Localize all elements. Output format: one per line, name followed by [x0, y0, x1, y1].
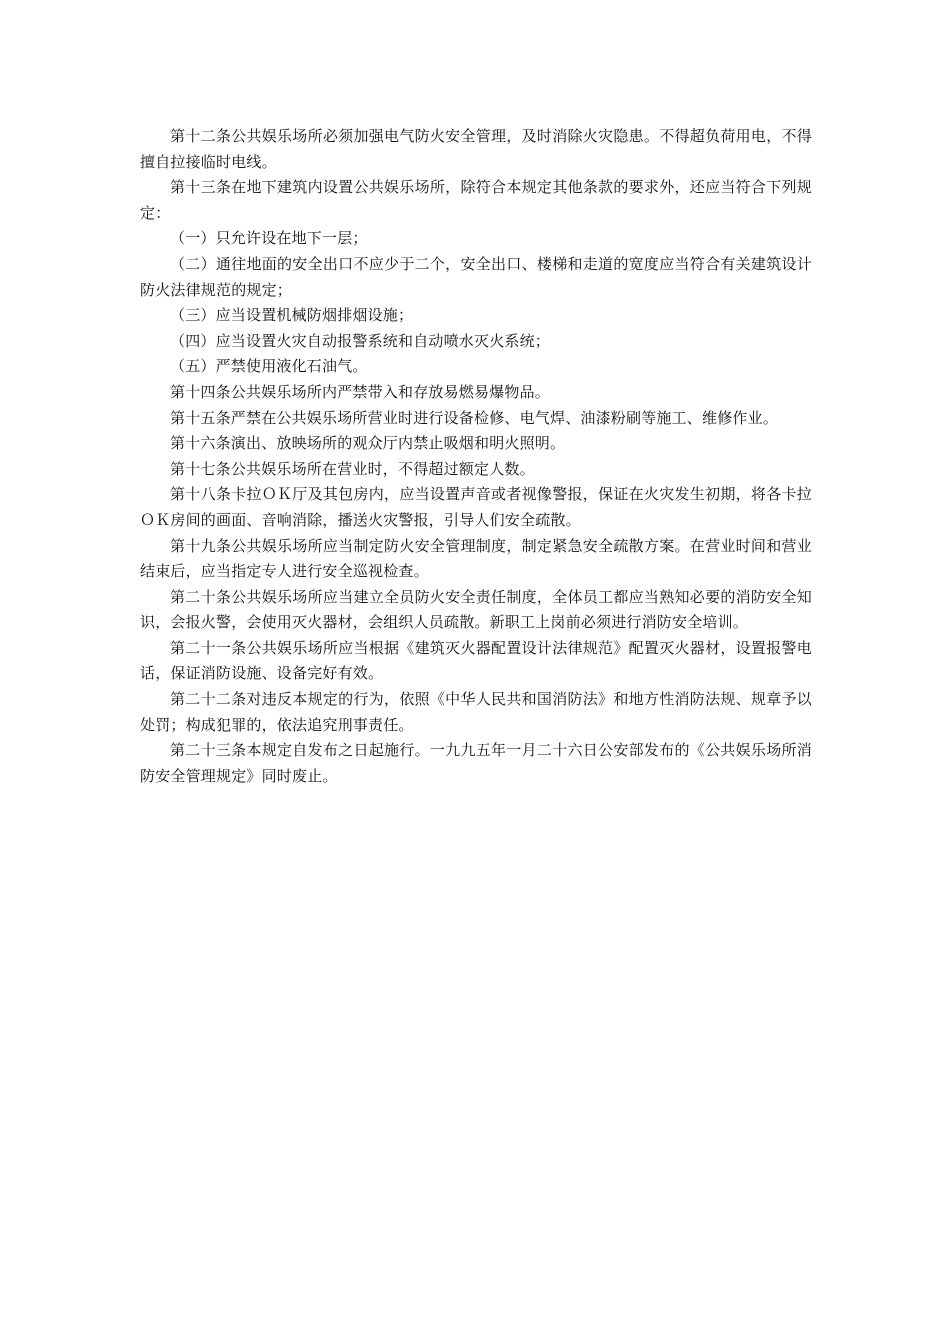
document-body [140, 124, 812, 789]
list-item-4: （四）应当设置火灾自动报警系统和自动喷水灭火系统； [170, 331, 551, 350]
list-item-3: （三）应当设置机械防烟排烟设施； [170, 306, 414, 325]
list-item-2: （二）通往地面的安全出口不应少于二个，安全出口、楼梯和走道的宽度应当符合有关建筑设计防火法律规范的规定； [140, 254, 812, 299]
paragraph-article-15: 第十五条严禁在公共娱乐场所营业时进行设备检修、电气焊、油漆粉刷等施工、维修作业。 [170, 408, 779, 427]
paragraph-article-12: 第十二条公共娱乐场所必须加强电气防火安全管理，及时消除火灾隐患。不得超负荷用电，不得擅自拉接临时电线。 [140, 127, 812, 171]
paragraph-article-16: 第十六条演出、放映场所的观众厅内禁止吸烟和明火照明。 [170, 434, 566, 453]
paragraph-article-21: 第二十一条公共娱乐场所应当根据《建筑灭火器配置设计法律规范》配置灭火器材，设置报警电话，保证消防设施、设备完好有效。 [140, 638, 812, 683]
paragraph-article-19: 第十九条公共娱乐场所应当制定防火安全管理制度，制定紧急安全疏散方案。在营业时间和营业结束后，应当指定专人进行安全巡视检查。 [140, 536, 812, 581]
list-item-1: （一）只允许设在地下一层； [170, 229, 368, 248]
paragraph-article-17: 第十七条公共娱乐场所在营业时，不得超过额定人数。 [170, 459, 535, 478]
paragraph-article-23: 第二十三条本规定自发布之日起施行。一九九五年一月二十六日公安部发布的《公共娱乐场所消防安全管理规定》同时废止。 [140, 741, 812, 785]
paragraph-article-22: 第二十二条对违反本规定的行为，依照《中华人民共和国消防法》和地方性消防法规、规章予以处罚；构成犯罪的，依法追究刑事责任。 [140, 690, 812, 734]
paragraph-article-13: 第十三条在地下建筑内设置公共娱乐场所，除符合本规定其他条款的要求外，还应当符合下列规定： [140, 178, 812, 222]
paragraph-article-14: 第十四条公共娱乐场所内严禁带入和存放易燃易爆物品。 [170, 382, 551, 401]
paragraph-article-18: 第十八条卡拉ＯＫ厅及其包房内，应当设置声音或者视像警报，保证在火灾发生初期，将各卡拉ＯＫ房间的画面、音响消除，播送火灾警报，引导人们安全疏散。 [140, 485, 812, 529]
paragraph-article-20: 第二十条公共娱乐场所应当建立全员防火安全责任制度，全体员工都应当熟知必要的消防安全知识，会报火警，会使用灭火器材，会组织人员疏散。新职工上岗前必须进行消防安全培训。 [140, 587, 812, 632]
list-item-5: （五）严禁使用液化石油气。 [170, 357, 368, 376]
